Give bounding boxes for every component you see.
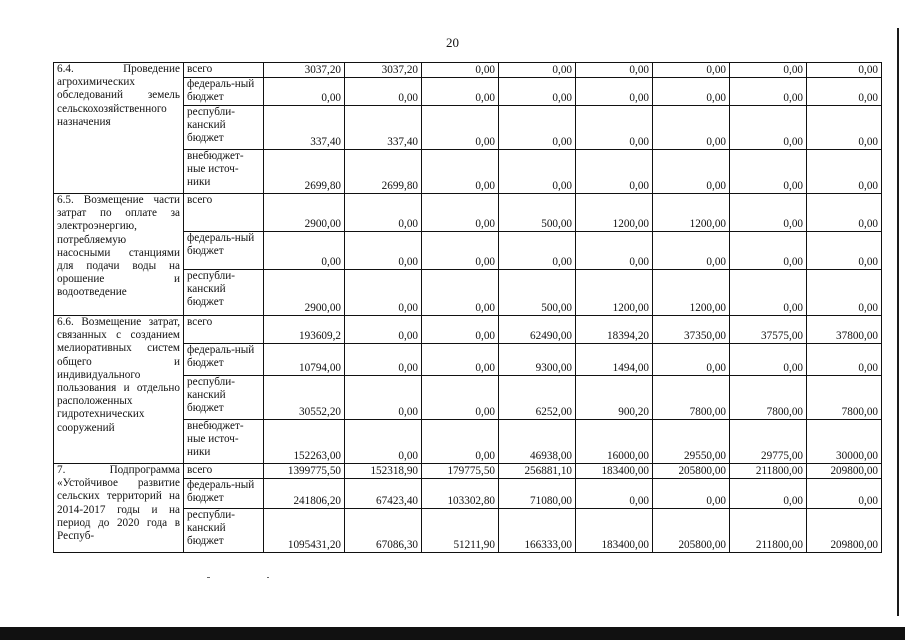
- amount-cell: 7800,00: [653, 376, 730, 420]
- amount-cell: 0,00: [653, 150, 730, 194]
- amount-cell: 0,00: [730, 232, 807, 270]
- amount-cell: 62490,00: [499, 316, 576, 344]
- amount-cell: 211800,00: [730, 509, 807, 553]
- funding-source-cell: всего: [184, 63, 264, 78]
- amount-cell: 0,00: [807, 479, 882, 509]
- amount-cell: 0,00: [499, 232, 576, 270]
- scan-speck: [267, 577, 269, 578]
- amount-cell: 0,00: [807, 344, 882, 376]
- amount-cell: 6252,00: [499, 376, 576, 420]
- amount-cell: 152318,90: [345, 464, 422, 479]
- amount-cell: 0,00: [807, 63, 882, 78]
- table-row: [54, 194, 882, 232]
- amount-cell: 1494,00: [576, 344, 653, 376]
- amount-cell: 256881,10: [499, 464, 576, 479]
- amount-cell: 9300,00: [499, 344, 576, 376]
- amount-cell: 10794,00: [264, 344, 345, 376]
- scan-speck: [207, 577, 210, 578]
- amount-cell: 1095431,20: [264, 509, 345, 553]
- funding-source-cell: внебюджет-ные источ-ники: [184, 420, 264, 464]
- amount-cell: 0,00: [422, 106, 499, 150]
- amount-cell: 1200,00: [653, 270, 730, 316]
- amount-cell: 0,00: [807, 150, 882, 194]
- program-name-cell: 7. Подпрограмма «Устойчивое развитие сельских территорий на 2014-2017 годы и на период до 2020 года в Респуб-: [54, 464, 184, 553]
- amount-cell: 0,00: [730, 194, 807, 232]
- amount-cell: 0,00: [807, 270, 882, 316]
- amount-cell: 3037,20: [345, 63, 422, 78]
- amount-cell: 205800,00: [653, 509, 730, 553]
- amount-cell: 337,40: [345, 106, 422, 150]
- amount-cell: 37575,00: [730, 316, 807, 344]
- amount-cell: 7800,00: [730, 376, 807, 420]
- funding-source-cell: внебюджет-ные источ-ники: [184, 150, 264, 194]
- amount-cell: 0,00: [345, 420, 422, 464]
- amount-cell: 205800,00: [653, 464, 730, 479]
- amount-cell: 0,00: [653, 344, 730, 376]
- funding-source-cell: республи-канский бюджет: [184, 270, 264, 316]
- amount-cell: 103302,80: [422, 479, 499, 509]
- page-number: 20: [446, 35, 459, 50]
- amount-cell: 0,00: [807, 106, 882, 150]
- amount-cell: 0,00: [576, 106, 653, 150]
- amount-cell: 0,00: [422, 232, 499, 270]
- amount-cell: 183400,00: [576, 509, 653, 553]
- amount-cell: 0,00: [653, 232, 730, 270]
- amount-cell: 1200,00: [576, 194, 653, 232]
- amount-cell: 209800,00: [807, 464, 882, 479]
- amount-cell: 211800,00: [730, 464, 807, 479]
- amount-cell: 0,00: [576, 78, 653, 106]
- amount-cell: 0,00: [807, 232, 882, 270]
- funding-source-cell: республи-канский бюджет: [184, 106, 264, 150]
- program-name-cell: 6.6. Возмещение затрат, связанных с созданием мелиоративных систем общего и индивидуального пользования и отдельно расположенных гидротехнических сооружений: [54, 316, 184, 464]
- amount-cell: 67423,40: [345, 479, 422, 509]
- amount-cell: 0,00: [345, 232, 422, 270]
- amount-cell: 30552,20: [264, 376, 345, 420]
- amount-cell: 7800,00: [807, 376, 882, 420]
- amount-cell: 0,00: [345, 194, 422, 232]
- amount-cell: 166333,00: [499, 509, 576, 553]
- funding-source-cell: федераль-ный бюджет: [184, 232, 264, 270]
- amount-cell: 0,00: [345, 316, 422, 344]
- amount-cell: 0,00: [422, 316, 499, 344]
- amount-cell: 1200,00: [653, 194, 730, 232]
- amount-cell: 0,00: [499, 78, 576, 106]
- amount-cell: 0,00: [422, 78, 499, 106]
- amount-cell: 29775,00: [730, 420, 807, 464]
- amount-cell: 0,00: [345, 344, 422, 376]
- amount-cell: 18394,20: [576, 316, 653, 344]
- amount-cell: 0,00: [653, 106, 730, 150]
- program-name-cell: 6.5. Возмещение части затрат по оплате за электроэнергию, потребляемую насосными станциями для подачи воды на орошение и водоотведение: [54, 194, 184, 316]
- amount-cell: 0,00: [807, 78, 882, 106]
- funding-source-cell: республи-канский бюджет: [184, 509, 264, 553]
- amount-cell: 0,00: [653, 63, 730, 78]
- amount-cell: 152263,00: [264, 420, 345, 464]
- amount-cell: 0,00: [730, 150, 807, 194]
- amount-cell: 71080,00: [499, 479, 576, 509]
- amount-cell: 0,00: [499, 106, 576, 150]
- amount-cell: 0,00: [730, 106, 807, 150]
- table-row: [54, 63, 882, 78]
- budget-table: [53, 62, 882, 553]
- amount-cell: 183400,00: [576, 464, 653, 479]
- amount-cell: 0,00: [422, 150, 499, 194]
- amount-cell: 0,00: [422, 194, 499, 232]
- amount-cell: 0,00: [264, 78, 345, 106]
- amount-cell: 0,00: [422, 420, 499, 464]
- funding-source-cell: федераль-ный бюджет: [184, 78, 264, 106]
- amount-cell: 51211,90: [422, 509, 499, 553]
- amount-cell: 37350,00: [653, 316, 730, 344]
- funding-source-cell: федераль-ный бюджет: [184, 344, 264, 376]
- amount-cell: 0,00: [653, 479, 730, 509]
- table-row: [54, 316, 882, 344]
- amount-cell: 2699,80: [345, 150, 422, 194]
- amount-cell: 1200,00: [576, 270, 653, 316]
- amount-cell: 37800,00: [807, 316, 882, 344]
- amount-cell: 2900,00: [264, 194, 345, 232]
- amount-cell: 0,00: [730, 479, 807, 509]
- amount-cell: 0,00: [576, 150, 653, 194]
- amount-cell: 16000,00: [576, 420, 653, 464]
- funding-source-cell: федераль-ный бюджет: [184, 479, 264, 509]
- funding-source-cell: всего: [184, 316, 264, 344]
- scan-edge-line: [897, 28, 899, 616]
- table-row: [54, 464, 882, 479]
- amount-cell: 209800,00: [807, 509, 882, 553]
- amount-cell: 500,00: [499, 270, 576, 316]
- amount-cell: 0,00: [576, 479, 653, 509]
- amount-cell: 0,00: [345, 270, 422, 316]
- amount-cell: 0,00: [576, 63, 653, 78]
- amount-cell: 67086,30: [345, 509, 422, 553]
- amount-cell: 0,00: [499, 63, 576, 78]
- amount-cell: 0,00: [345, 376, 422, 420]
- amount-cell: 30000,00: [807, 420, 882, 464]
- funding-source-cell: всего: [184, 194, 264, 232]
- amount-cell: 0,00: [264, 232, 345, 270]
- amount-cell: 2900,00: [264, 270, 345, 316]
- funding-source-cell: республи-канский бюджет: [184, 376, 264, 420]
- amount-cell: 0,00: [345, 78, 422, 106]
- amount-cell: 0,00: [422, 344, 499, 376]
- amount-cell: 0,00: [730, 78, 807, 106]
- amount-cell: 46938,00: [499, 420, 576, 464]
- program-name-cell: 6.4. Проведение агрохимических обследований земель сельскохозяйственного назначения: [54, 63, 184, 194]
- amount-cell: 0,00: [807, 194, 882, 232]
- amount-cell: 500,00: [499, 194, 576, 232]
- amount-cell: 0,00: [576, 232, 653, 270]
- amount-cell: 179775,50: [422, 464, 499, 479]
- amount-cell: 900,20: [576, 376, 653, 420]
- amount-cell: 1399775,50: [264, 464, 345, 479]
- amount-cell: 0,00: [499, 150, 576, 194]
- amount-cell: 29550,00: [653, 420, 730, 464]
- amount-cell: 193609,2: [264, 316, 345, 344]
- amount-cell: 3037,20: [264, 63, 345, 78]
- amount-cell: 0,00: [653, 78, 730, 106]
- funding-source-cell: всего: [184, 464, 264, 479]
- amount-cell: 0,00: [730, 63, 807, 78]
- amount-cell: 2699,80: [264, 150, 345, 194]
- amount-cell: 0,00: [422, 376, 499, 420]
- amount-cell: 0,00: [422, 270, 499, 316]
- amount-cell: 337,40: [264, 106, 345, 150]
- amount-cell: 241806,20: [264, 479, 345, 509]
- amount-cell: 0,00: [422, 63, 499, 78]
- amount-cell: 0,00: [730, 344, 807, 376]
- amount-cell: 0,00: [730, 270, 807, 316]
- scan-bottom-border: [0, 627, 905, 640]
